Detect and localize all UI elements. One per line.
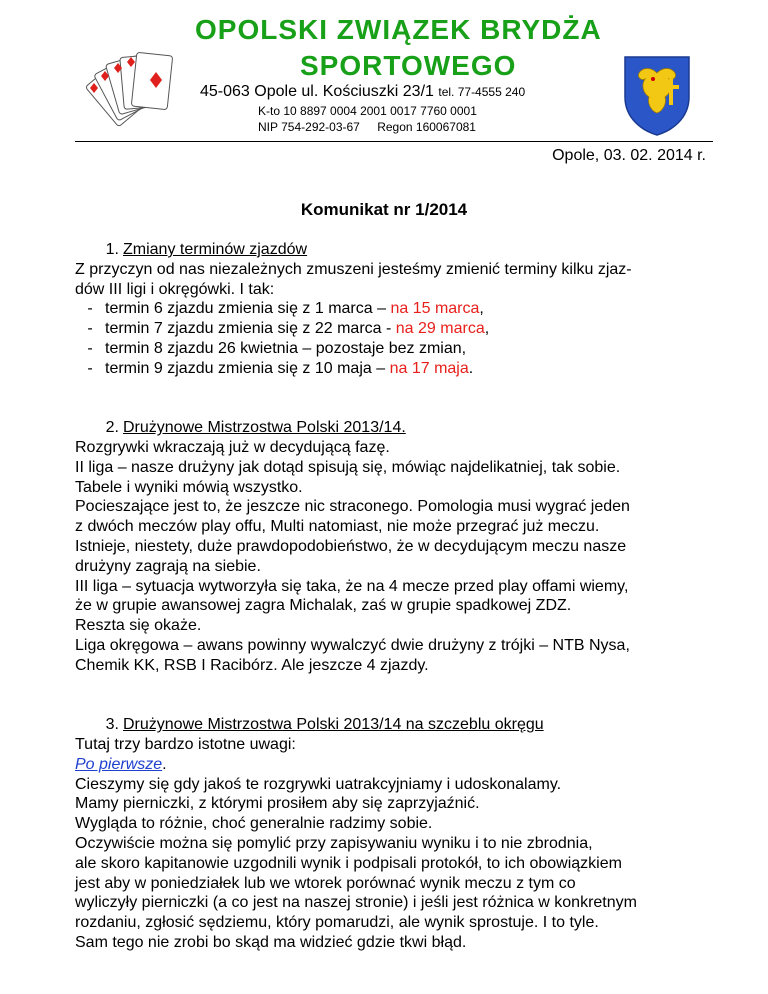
section-1-intro1: Z przyczyn od nas niezależnych zmuszeni jesteśmy zmienić terminy kilku zjaz-	[75, 260, 632, 278]
section-3-heading: 3. Drużynowe Mistrzostwa Polski 2013/14 na szczeblu okręgu	[105, 716, 544, 734]
section-3-line: rozdaniu, zgłosić sędziemu, który pomarudzi, ale wynik sprostuje. I to tyle.	[75, 914, 599, 932]
section-2-line: Istnieje, niestety, duże prawdopodobieństwo, że w decydującym meczu nasze	[75, 537, 627, 555]
address: 45-063 Opole ul. Kościuszki 23/1	[200, 83, 434, 100]
section-2-line: Tabele i wyniki mówią wszystko.	[75, 478, 303, 496]
section-2-line: III liga – sytuacja wytworzyła się taka, że na 4 mecze przed play offami wiemy,	[75, 577, 629, 595]
section-3-line: jest aby w poniedziałek lub we wtorek porównać wynik meczu z tym co	[75, 874, 576, 892]
section-3-line: Sam tego nie zrobi bo skąd ma widzieć gdzie tkwi błąd.	[75, 933, 467, 951]
bank-account: K-to 10 8897 0004 2001 0017 7760 0001	[258, 104, 477, 118]
document-body	[75, 240, 735, 953]
section-2-line: Chemik KK, RSB I Racibórz. Ale jeszcze 4 zjazdy.	[75, 656, 429, 674]
section-2-line: Pocieszające jest to, że jeszcze nic straconego. Pomologia musi wygrać jeden	[75, 498, 630, 516]
org-name-line2: SPORTOWEGO	[300, 50, 517, 81]
section-2-line: z dwóch meczów play offu, Multi natomiast, nie może przegrać już meczu.	[75, 518, 600, 536]
section-3-intro: Tutaj trzy bardzo istotne uwagi:	[75, 735, 296, 753]
document-title: Komunikat nr 1/2014	[300, 200, 468, 219]
section-3-line: Cieszymy się gdy jakoś te rozgrywki uatrakcyjniamy i udoskonalamy.	[75, 775, 562, 793]
coat-of-arms-emblem	[621, 53, 693, 137]
section-3-line: Oczywiście można się pomylić przy zapisywaniu wyniku i to nie zbrodnia,	[75, 834, 593, 852]
section-2-line: II liga – nasze drużyny jak dotąd spisują się, mówiąc najdelikatniej, tak sobie.	[75, 458, 621, 476]
header-divider	[75, 141, 713, 142]
tax-ids	[258, 120, 490, 134]
section-3-line: ale skoro kapitanowie uzgodnili wynik i podpisali protokół, to ich obowiązkiem	[75, 854, 622, 872]
section-3-line: Wygląda to różnie, choć generalnie radzimy sobie.	[75, 815, 433, 833]
section-1-item: - termin 9 zjazdu zmienia się z 10 maja – na 17 maja.	[87, 359, 474, 377]
section-1-intro2: dów III ligi i okręgówki. I tak:	[75, 280, 275, 298]
document-date: Opole, 03. 02. 2014 r.	[552, 147, 706, 164]
section-2-heading: 2. Drużynowe Mistrzostwa Polski 2013/14.	[105, 419, 406, 437]
section-1-heading: 1. Zmiany terminów zjazdów	[105, 241, 308, 258]
section-2-line: Liga okręgowa – awans powinny wywalczyć dwie drużyny z trójki – NTB Nysa,	[75, 636, 630, 654]
po-pierwsze-link[interactable]: Po pierwsze	[75, 755, 163, 773]
section-2-line: że w grupie awansowej zagra Michalak, zaś w grupie spadkowej ZDZ.	[75, 597, 572, 615]
section-3-first-label: Po pierwsze.	[75, 755, 167, 773]
section-2-line: Reszta się okaże.	[75, 617, 202, 635]
regon: Regon 160067081	[377, 120, 476, 134]
address-line	[200, 83, 525, 101]
section-3-line: Mamy pierniczki, z którymi prosiłem aby się zaprzyjaźnić.	[75, 795, 480, 813]
section-1-item: - termin 7 zjazdu zmienia się z 22 marca - na 29 marca,	[87, 320, 490, 338]
org-name-line1: OPOLSKI ZWIĄZEK BRYDŻA	[195, 14, 602, 45]
phone: tel. 77-4555 240	[438, 85, 526, 99]
nip: NIP 754-292-03-67	[258, 120, 360, 134]
playing-cards-logo	[68, 50, 188, 150]
section-1-item: - termin 8 zjazdu 26 kwietnia – pozostaje bez zmian,	[87, 339, 467, 357]
section-3-line: wyliczyły pierniczki (a co jest na naszej stronie) i jeśli jest różnica w konkretnym	[75, 894, 637, 912]
section-1-item: - termin 6 zjazdu zmienia się z 1 marca – na 15 marca,	[87, 300, 484, 318]
section-2-line: drużyny zagrają na siebie.	[75, 557, 261, 575]
section-2-line: Rozgrywki wkraczają już w decydującą fazę.	[75, 438, 390, 456]
